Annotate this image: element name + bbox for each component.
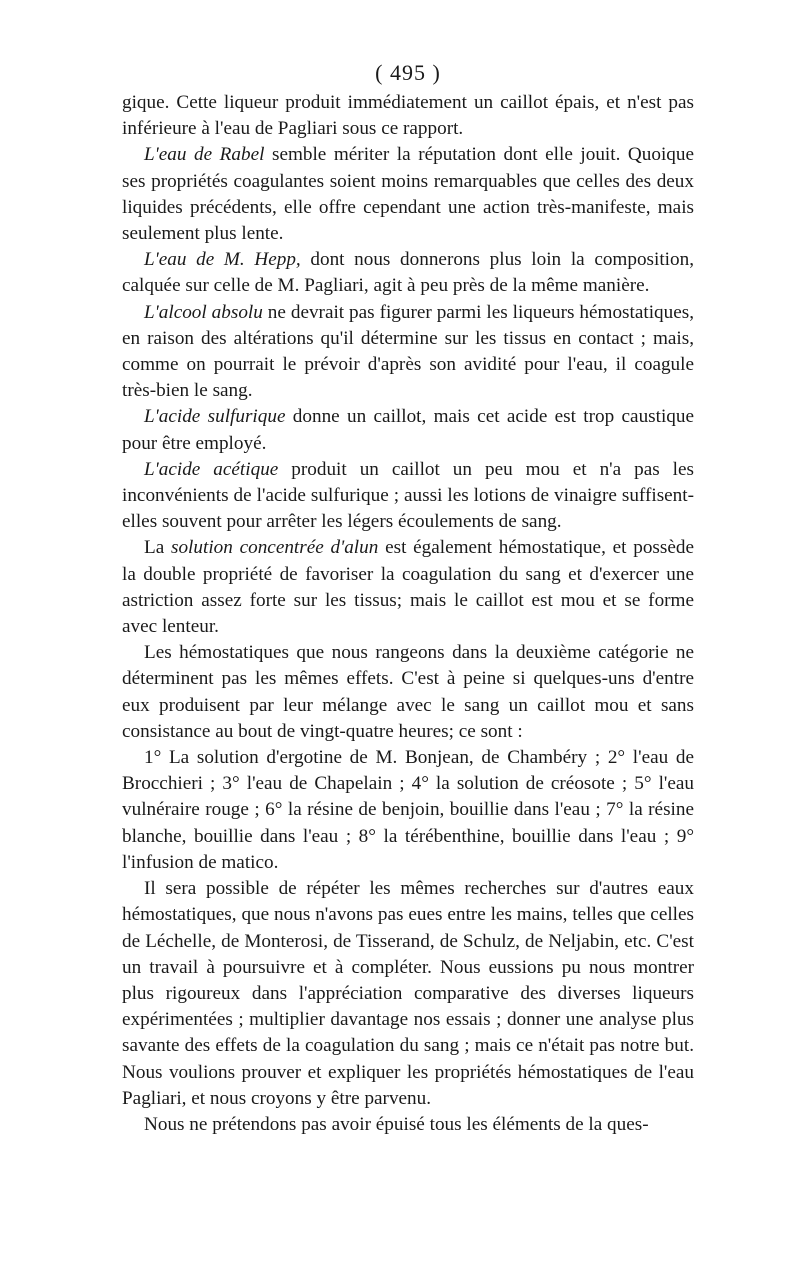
text-run: Nous ne prétendons pas avoir épuisé tous les éléments de la ques-	[144, 1113, 649, 1135]
text-run: est également hémostatique, et possède la double propriété de favoriser la coagulation du sang et d'exercer une astriction assez forte sur les tissus; mais le caillot est mou et se forme avec lenteur.	[122, 537, 694, 638]
paragraph	[122, 457, 694, 536]
italic-term: L'acide sulfurique	[144, 406, 286, 428]
text-run: donne un caillot, mais cet acide est trop caustique pour être employé.	[122, 406, 694, 454]
paragraph	[122, 745, 694, 876]
text-run: dont nous donnerons plus loin la composition, calquée sur celle de M. Pagliari, agit à peu près de la même manière.	[122, 249, 694, 297]
text-run: Il sera possible de répéter les mêmes recherches sur d'autres eaux hémostatiques, que nous n'avons pas eues entre les mains, telles que celles de Léchelle, de Monterosi, de Tisserand, de Schulz, de Neljabin, etc. C'est un travail à poursuivre et à compléter. Nous eussions pu nous montrer plus rigoureux dans l'appréciation comparative des diverses liqueurs expérimentées ; multiplier davantage nos essais ; donner une analyse plus savante des effets de la coagulation du sang ; mais ce n'était pas notre but. Nous voulions prouver et expliquer les propriétés hémostatiques de l'eau Pagliari, et nous croyons y être parvenu.	[122, 878, 694, 1109]
text-run: semble mériter la réputation dont elle jouit. Quoique ses propriétés coagulantes soient moins remarquables que celles des deux liquides précédents, elle offre cependant une action très-manifeste, mais seulement plus lente.	[122, 144, 694, 245]
italic-term: L'alcool absolu	[144, 301, 263, 323]
italic-term: solution concentrée d'alun	[171, 537, 379, 559]
paragraph	[122, 90, 694, 142]
italic-term: L'eau de Rabel	[144, 144, 265, 166]
text-run: La	[144, 537, 171, 559]
text-run: produit un caillot un peu mou et n'a pas les inconvénients de l'acide sulfurique ; aussi les lotions de vinaigre suffisent-elles souvent pour arrêter les légers écoulements de sang.	[122, 458, 695, 533]
paragraph	[122, 300, 694, 405]
italic-term: L'acide acétique	[144, 458, 279, 480]
text-run: ne devrait pas figurer parmi les liqueurs hémostatiques, en raison des altérations qu'il détermine sur les tissus en contact ; mais, comme on pourrait le prévoir d'après son avidité pour l'eau, il coagule très-bien le sang.	[122, 301, 694, 402]
paragraph	[122, 876, 694, 1112]
page-number: ( 495 )	[375, 60, 441, 85]
paragraph	[122, 142, 694, 247]
text-run: Les hémostatiques que nous rangeons dans la deuxième catégorie ne déterminent pas les mêmes effets. C'est à peine si quelques-uns d'entre eux produisent par leur mélange avec le sang un caillot mou et sans consistance au bout de vingt-quatre heures; ce sont :	[122, 642, 694, 742]
paragraph	[122, 1112, 694, 1138]
text-run: 1° La solution d'ergotine de M. Bonjean, de Chambéry ; 2° l'eau de Brocchieri ; 3° l'eau de Chapelain ; 4° la solution de créosote ; 5° l'eau vulnéraire rouge ; 6° la résine de benjoin, bouillie dans l'eau ; 7° la résine blanche, bouillie dans l'eau ; 8° la térébenthine, bouillie dans l'eau ; 9° l'infusion de matico.	[122, 747, 694, 873]
paragraph	[122, 535, 694, 640]
paragraph	[122, 640, 694, 745]
body-text	[122, 90, 694, 1138]
text-run: gique. Cette liqueur produit immédiatement un caillot épais, et n'est pas inférieure à l'eau de Pagliari sous ce rapport.	[122, 92, 694, 140]
paragraph	[122, 404, 694, 456]
italic-term: L'eau de M. Hepp,	[144, 249, 301, 271]
paragraph	[122, 247, 694, 299]
